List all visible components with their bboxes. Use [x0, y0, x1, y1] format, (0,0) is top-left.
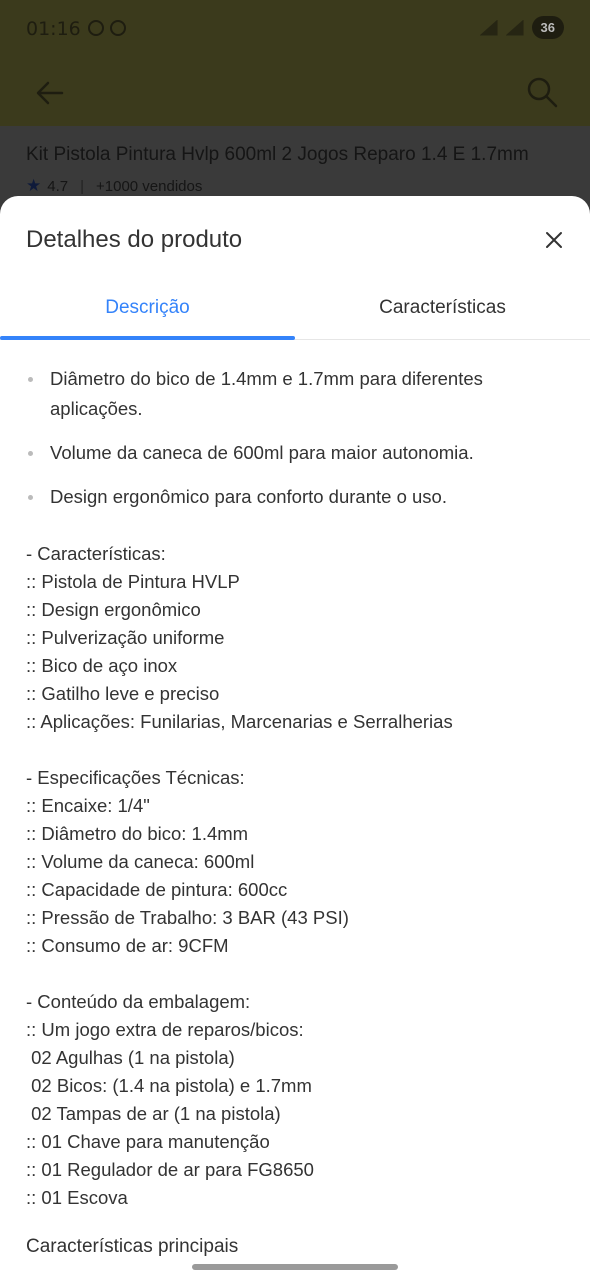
list-item: Diâmetro do bico de 1.4mm e 1.7mm para diferentes aplicações.: [26, 364, 564, 424]
status-bar: [0, 0, 590, 60]
highlight-list: [26, 364, 564, 512]
description-content: [0, 364, 590, 1212]
close-icon[interactable]: [544, 230, 564, 250]
description-line: :: Um jogo extra de reparos/bicos:: [26, 1019, 304, 1040]
description-line: :: Capacidade de pintura: 600cc: [26, 879, 288, 900]
blank-line: [26, 960, 564, 988]
system-icons: [480, 16, 564, 39]
description-text: [26, 540, 564, 1212]
battery-badge: 36: [532, 16, 564, 39]
description-line: :: Volume da caneca: 600ml: [26, 851, 255, 872]
description-line: :: Bico de aço inox: [26, 655, 178, 676]
divider: |: [80, 177, 85, 195]
description-line: :: 01 Chave para manutenção: [26, 1131, 270, 1152]
blank-line: [26, 736, 564, 764]
app-header: [0, 60, 590, 126]
sheet-title: Detalhes do produto: [26, 226, 243, 253]
sold-count: +1000 vendidos: [96, 177, 203, 195]
description-line: 02 Bicos: (1.4 na pistola) e 1.7mm: [26, 1075, 312, 1096]
description-line: :: Design ergonômico: [26, 599, 201, 620]
list-item: Design ergonômico para conforto durante o uso.: [26, 482, 564, 512]
description-line: :: Diâmetro do bico: 1.4mm: [26, 823, 249, 844]
description-line: - Especificações Técnicas:: [26, 767, 245, 788]
description-line: 02 Agulhas (1 na pistola): [26, 1047, 235, 1068]
product-details-sheet: [0, 196, 590, 1280]
description-line: 02 Tampas de ar (1 na pistola): [26, 1103, 281, 1124]
description-line: :: 01 Regulador de ar para FG8650: [26, 1159, 314, 1180]
tab-descricao[interactable]: Descrição: [105, 297, 190, 318]
search-icon[interactable]: [526, 76, 558, 108]
description-line: - Conteúdo da embalagem:: [26, 991, 251, 1012]
rating-row: [26, 176, 202, 196]
notification-icon: [110, 20, 126, 36]
back-arrow-icon[interactable]: [34, 78, 66, 108]
wifi-icon: [480, 20, 498, 36]
list-item: Volume da caneca de 600ml para maior autonomia.: [26, 438, 564, 468]
active-tab-indicator: [0, 336, 295, 340]
star-icon: ★: [26, 176, 42, 195]
description-line: :: Consumo de ar: 9CFM: [26, 935, 229, 956]
notification-icons: [88, 20, 126, 36]
tab-caracteristicas[interactable]: Características: [379, 297, 506, 318]
product-title: Kit Pistola Pintura Hvlp 600ml 2 Jogos Reparo 1.4 E 1.7mm: [26, 144, 529, 165]
signal-icon: [506, 20, 524, 36]
rating-value: 4.7: [47, 177, 69, 195]
description-line: :: Pulverização uniforme: [26, 627, 225, 648]
status-time: 01:16: [26, 18, 81, 40]
description-line: :: 01 Escova: [26, 1187, 128, 1208]
description-line: :: Pistola de Pintura HVLP: [26, 571, 240, 592]
description-line: - Características:: [26, 543, 166, 564]
section-heading: Características principais: [26, 1236, 239, 1257]
notification-icon: [88, 20, 104, 36]
tab-bar: [0, 276, 590, 340]
description-line: :: Aplicações: Funilarias, Marcenarias e Serralherias: [26, 711, 453, 732]
description-line: :: Pressão de Trabalho: 3 BAR (43 PSI): [26, 907, 349, 928]
description-line: :: Gatilho leve e preciso: [26, 683, 220, 704]
home-indicator[interactable]: [192, 1264, 398, 1270]
description-line: :: Encaixe: 1/4": [26, 795, 150, 816]
